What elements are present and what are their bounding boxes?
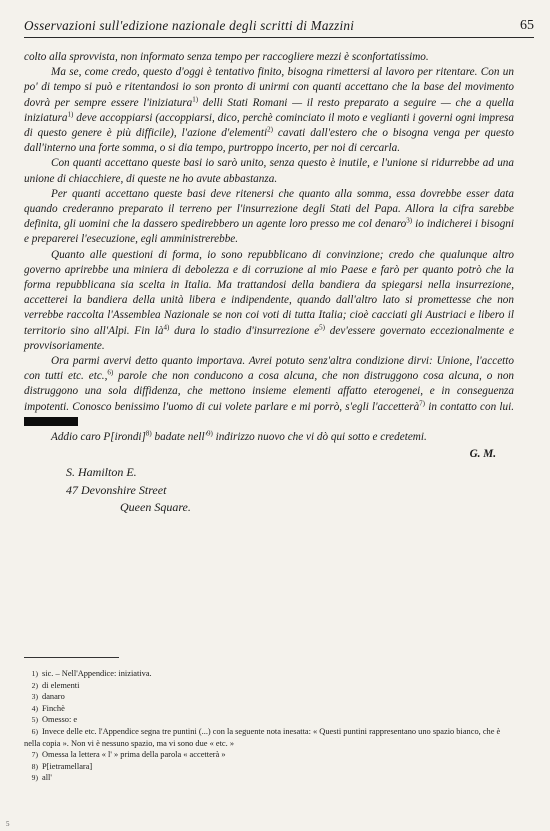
paragraph-text: colto alla sprovvista, non informato senza tempo per raccogliere mezzi è sconfortatissimo. [24,51,429,63]
footnote-text: P[ietramellara] [42,761,93,771]
paragraph-text: Ma se, come credo, questo d'oggi è tentativo finito, bisogna rimettersi al lavoro per ritentare. Con un po' di tempo si può e ritentandosi io son pronto di unirmi con quanti accettano che la base del movimento dovrà per sempre essere l'iniziatura [24,66,514,109]
address-line: Queen Square. [120,500,191,515]
footnote-ref: 8) [145,429,152,438]
paragraph-text: Ora parmi avervi detto quanto importava. Avrei potuto senz'altra condizione dirvi: Unione, l'accetto con tutti etc. etc., [24,355,514,383]
footnote-ref: 3) [406,216,413,225]
footnote-number: 9) [31,773,38,783]
footnote [24,772,514,784]
paragraph-text: delli Stati Romani — il resto preparato a seguire — che a quella iniziatura [24,96,514,124]
paragraph-1 [24,50,514,65]
paragraph-text: deve accoppiarsi (accoppiarsi, dico, perchè cominciato il moto e veglianti i governi ogni impresa di questo genere è più difficile), l'azione d'elementi [24,111,514,140]
address-line: 47 Devonshire Street [66,482,167,497]
paragraph-6 [24,354,514,430]
footnote [24,714,514,726]
letter-body [24,50,514,517]
paragraph-4 [24,187,514,248]
footnote-ref: 2) [267,125,273,134]
footnote-ref: 9) [206,429,213,438]
redaction-bar [24,417,78,426]
footnote-text: Finchè [42,703,65,713]
return-address [24,464,514,517]
footnote-ref: 1) [67,110,74,119]
signature: G. M. [469,448,496,461]
footnote-ref: 1) [192,94,199,103]
footnote [24,703,514,715]
footnote-divider [24,657,119,658]
footnote-text: sic. – Nell'Appendice: iniziativa. [42,669,152,678]
paragraph-text: Per quanti accettano queste basi deve ritenersi che quanto alla somma, essa dovrebbe esser data quando crederanno preparato il terreno per l'insurrezione degli Stati del Papa. Allora la cifra sarebbe definita, gli uomini che la dassero spedirebbero un agente loro presso me col denaro [24,187,514,231]
footnote-number: 5) [31,715,38,725]
footnote-number: 3) [31,692,38,702]
footnote [24,761,514,773]
paragraph-text: parole che non conducono a cosa alcuna, che non distruggono cosa alcuna, o non distruggono una sola diffidenza, che mettono insieme elementi affatto eterogenei, e in conseguenza impotenti. Conosco benissimo l'uomo di cui volete parlare e mi porrò, s'egli l'accetterà [24,370,515,413]
footnote-ref: 6) [107,368,114,377]
paragraph-text: Quanto alle questioni di forma, io sono repubblicano di convinzione; credo che qualunque altro governo aprirebbe una miniera di debolezza e di corruzione al mio Paese e farò per quanto potrò che la forma repubblicana sia scelta in Italia. Ma trattandosi della bandiera da spiegarsi nella insurrezione, accetterei la bandiera della unità libera e indipendente, quando dall'altro lato si promettesse che non verrebbe raccolta l'Assemblea Nazionale se non coi voti di tutta Italia; cioè cacciati gli Austriaci e libero il territorio sino all'Alpi. Fin là [24,248,514,337]
footnotes [24,668,514,784]
address-line: S. Hamilton E. [66,465,137,480]
paragraph-text: Con quanti accettano queste basi io sarò unito, senza questo è inutile, e l'unione si ridurrebbe ad una unione di chiacchiere, di queste ne ho avute abbastanza. [24,157,514,185]
footnote-number: 4) [31,703,38,713]
paragraph-3 [24,156,514,186]
paragraph-7 [24,430,514,445]
footnote-number: 1) [31,669,38,678]
paragraph-text: indirizzo nuovo che vi dò qui sotto e credetemi. [212,431,427,444]
footnote-text: di elementi [42,680,80,690]
footnote-number: 8) [31,761,38,771]
paragraph-5 [24,248,514,354]
footnote-text: Omessa la lettera « l' » prima della parola « accetterà » [42,750,226,760]
paragraph-2 [24,65,514,156]
footnote-text: all' [42,773,52,783]
footnote [24,691,514,703]
paragraph-text: io indicherei i bisogni e preparerei l'esecuzione, egli amministrerebbe. [24,218,514,246]
footnote-number: 7) [31,750,38,760]
printer-mark: 5 [6,820,10,828]
footnote-text: Omesso: e [42,715,78,725]
footnote [24,668,514,680]
footnote-ref: 5) [319,322,325,331]
footnote-ref: 7) [419,398,426,407]
footnote-text: danaro [42,692,65,702]
footnote [24,680,514,692]
footnote [24,726,514,749]
paragraph-text: dev'essere governato eccezionalmente e provvisoriamente. [24,324,514,352]
running-header [24,8,534,38]
paragraph-text: cavati dall'estero che o bisogna venga per questo dall'interno una forte somma, o si dia tempo, purtroppo incerto, per noi di cercarla. [24,127,514,155]
running-title: Osservazioni sull'edizione nazionale degli scritti di Mazzini [24,18,355,33]
paragraph-text: dura lo stadio d'insurrezione e [169,324,320,337]
paragraph-text: badate nell' [151,431,207,444]
footnote-ref: 4) [163,322,170,331]
footnote-number: 2) [31,680,38,690]
paragraph-text: in contatto con lui. [425,400,514,413]
paragraph-text: Addio caro P[irondi] [51,431,146,444]
footnote-text: Invece delle etc. l'Appendice segna tre puntini (...) con la seguente nota inesatta: « Questi puntini rappresentano uno spazio bianco, che è nella copia ». Non vi è nessuno spazio, ma vi sono due « etc. » [24,726,501,748]
page-number: 65 [520,18,534,33]
footnote [24,749,514,761]
footnote-number: 6) [31,726,38,736]
